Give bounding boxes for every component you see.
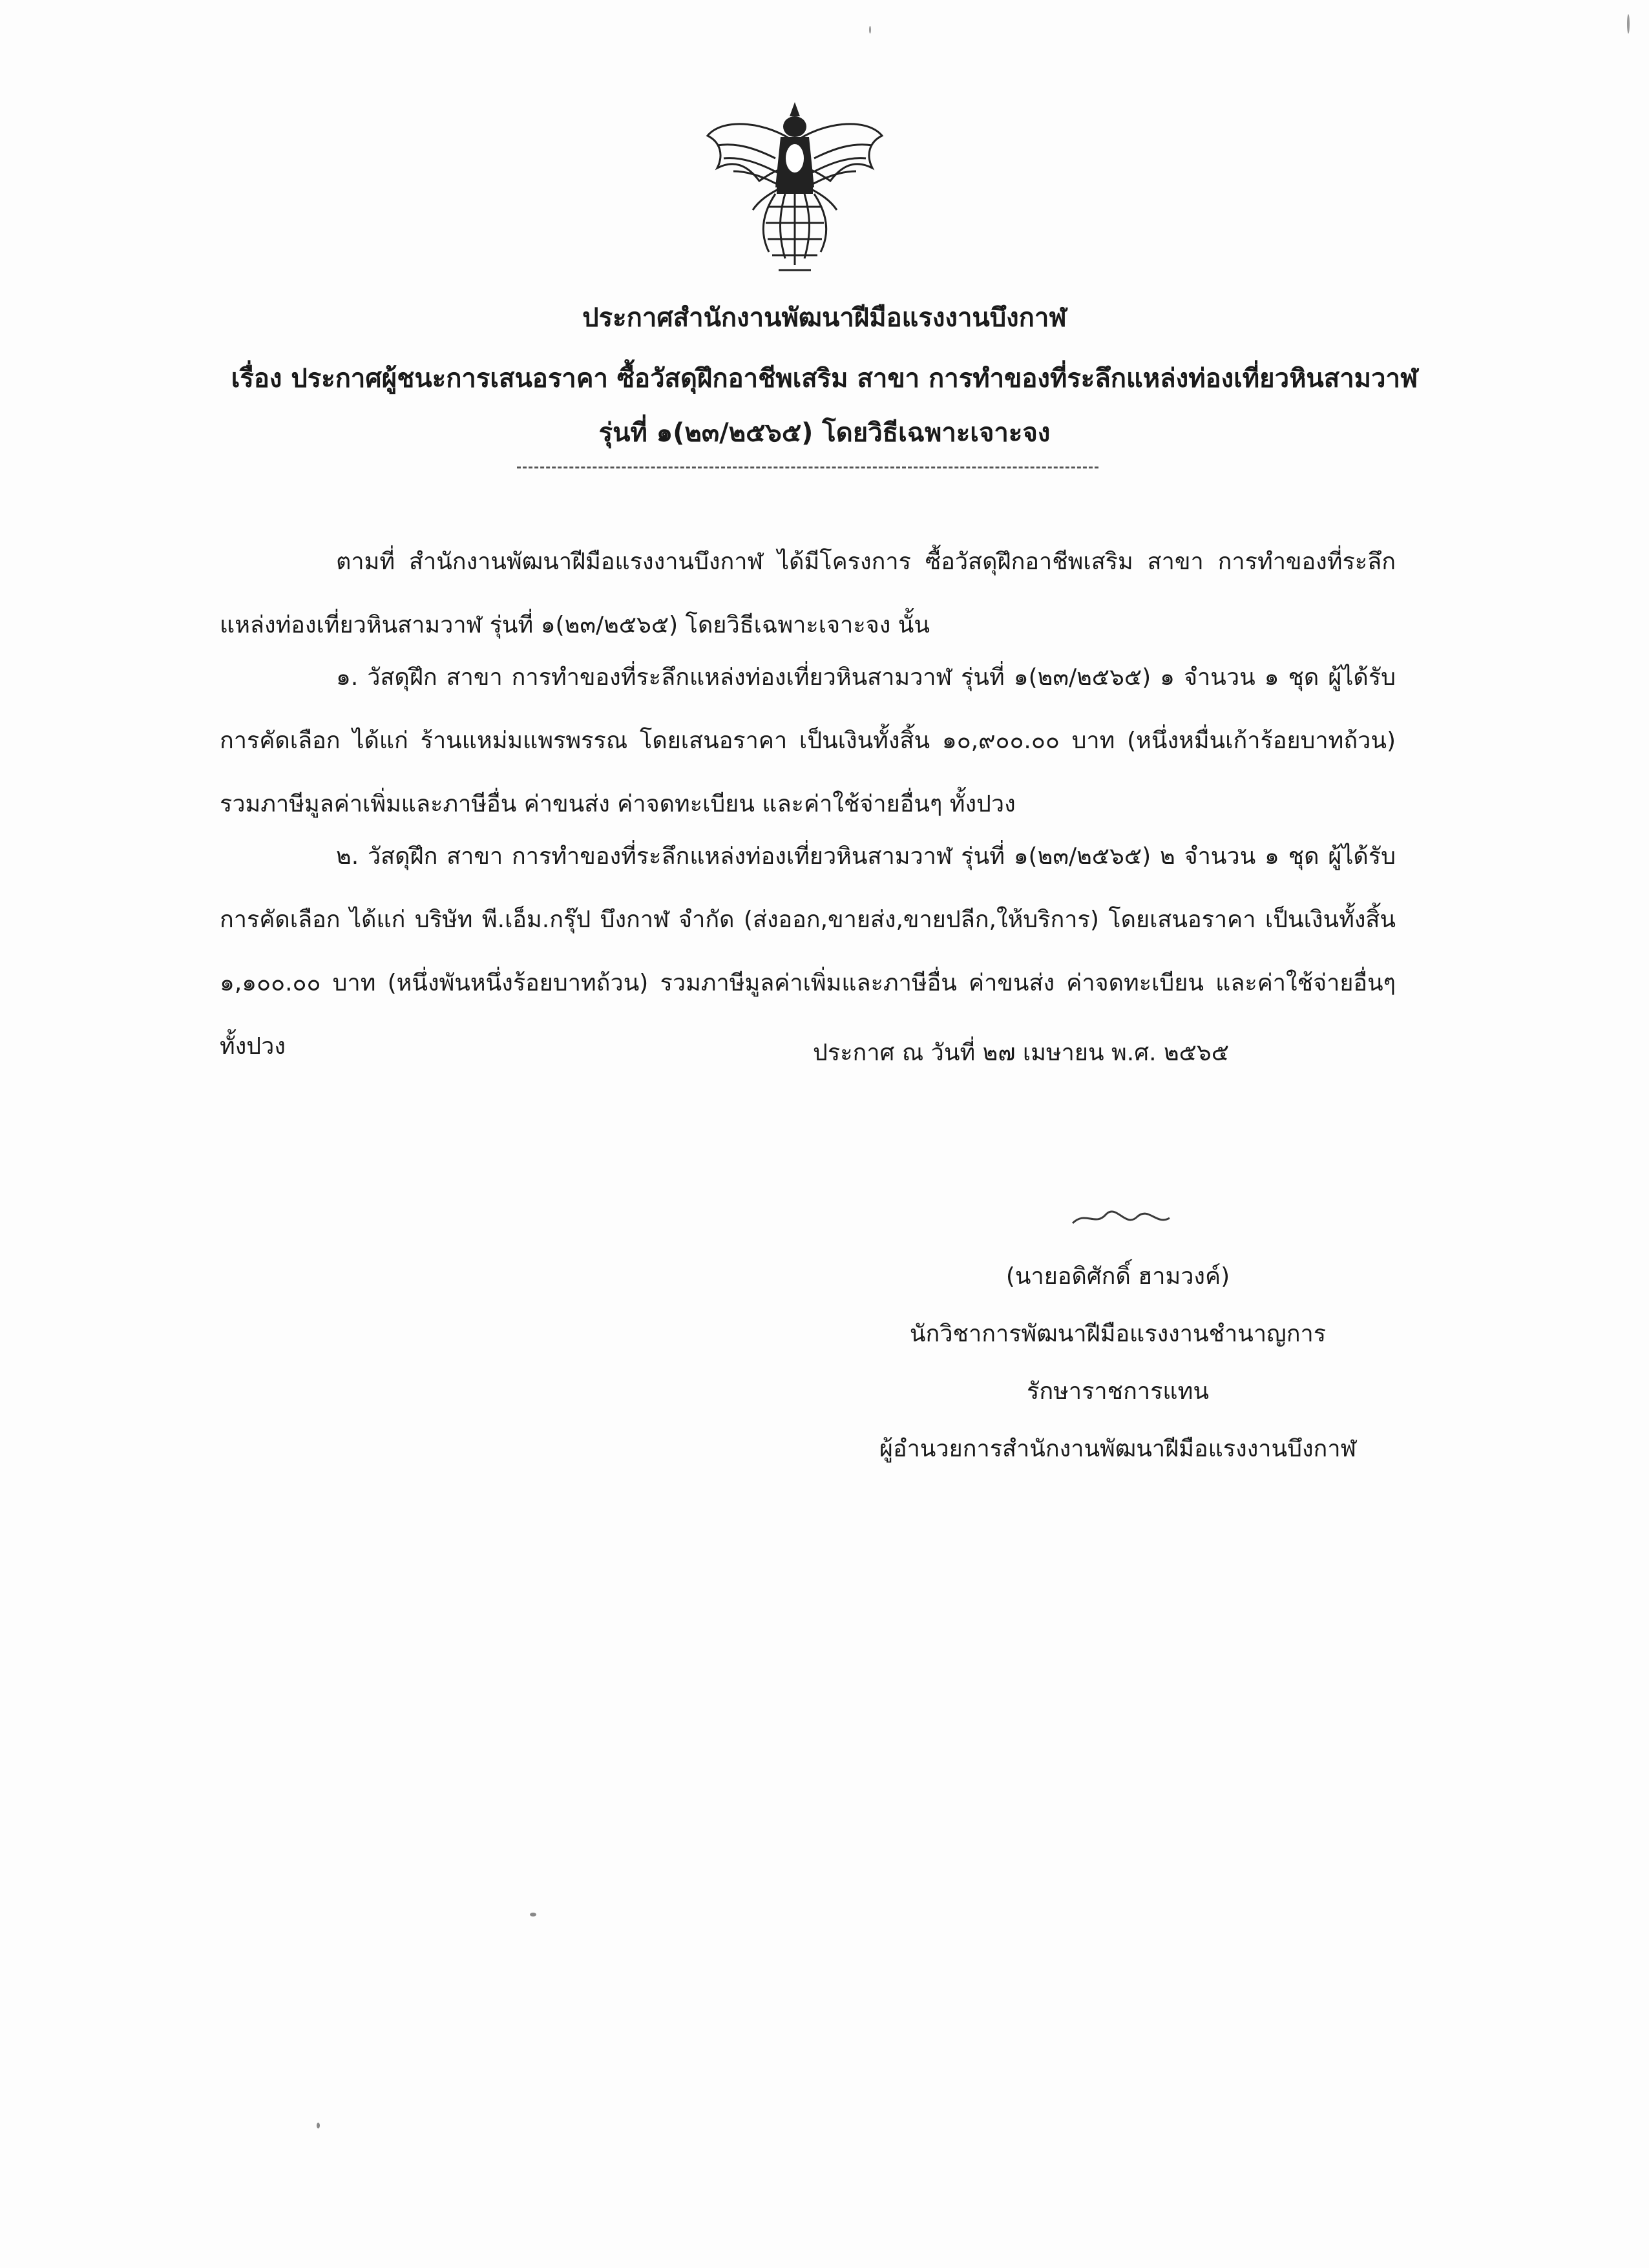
scan-speck xyxy=(869,26,871,34)
scan-speck xyxy=(1627,14,1630,34)
scan-speck xyxy=(530,1913,536,1916)
director-title: ผู้อำนวยการสำนักงานพัฒนาฝีมือแรงงานบึงกาฬ xyxy=(879,1436,1357,1462)
intro-paragraph: ตามที่ สำนักงานพัฒนาฝีมือแรงงานบึงกาฬ ได้มีโครงการ ซื้อวัสดุฝึกอาชีพเสริม สาขา การทำของที่ระลึกแหล่งท่องเที่ยวหินสามวาฬ รุ่นที่ ๑(๒๓/๒๕๖๕) โดยวิธีเฉพาะเจาะจง นั้น xyxy=(220,549,1396,638)
handwritten-signature xyxy=(808,1199,1428,1250)
document-batch: รุ่นที่ ๑(๒๓/๒๕๖๕) โดยวิธีเฉพาะเจาะจง xyxy=(598,418,1051,448)
document-subject: เรื่อง ประกาศผู้ชนะการเสนอราคา ซื้อวัสดุฝึกอาชีพเสริม สาขา การทำของที่ระลึกแหล่งท่องเที่ยวหินสามวาฬ xyxy=(231,364,1418,394)
item-2-paragraph: ๒. วัสดุฝึก สาขา การทำของที่ระลึกแหล่งท่องเที่ยวหินสามวาฬ รุ่นที่ ๑(๒๓/๒๕๖๕) ๒ จำนวน ๑ ชุด ผู้ได้รับการคัดเลือก ได้แก่ บริษัท พี.เอ็ม.กรุ๊ป บึงกาฬ จำกัด (ส่งออก,ขายส่ง,ขายปลีก,ให้บริการ) โดยเสนอราคา เป็นเงินทั้งสิ้น ๑,๑๐๐.๐๐ บาท (หนึ่งพันหนึ่งร้อยบาทถ้วน) รวมภาษีมูลค่าเพิ่มและภาษีอื่น ค่าขนส่ง ค่าจดทะเบียน และค่าใช้จ่ายอื่นๆ ทั้งปวง xyxy=(220,843,1396,1060)
announcement-date: ประกาศ ณ วันที่ ๒๗ เมษายน พ.ศ. ๒๕๖๕ xyxy=(813,1040,1230,1066)
header-divider xyxy=(517,467,1098,468)
signature-scribble xyxy=(808,1199,1428,1237)
scan-speck xyxy=(317,2123,320,2128)
garuda-emblem-icon xyxy=(698,97,892,284)
signer-position: นักวิชาการพัฒนาฝีมือแรงงานชำนาญการ xyxy=(909,1321,1327,1347)
document-agency-title: ประกาศสำนักงานพัฒนาฝีมือแรงงานบึงกาฬ xyxy=(582,303,1067,333)
signer-name: (นายอดิศักดิ์ ฮามวงค์) xyxy=(1005,1263,1230,1290)
item-1-paragraph: ๑. วัสดุฝึก สาขา การทำของที่ระลึกแหล่งท่องเที่ยวหินสามวาฬ รุ่นที่ ๑(๒๓/๒๕๖๕) ๑ จำนวน ๑ ชุด ผู้ได้รับการคัดเลือก ได้แก่ ร้านแหม่มแพรพรรณ โดยเสนอราคา เป็นเงินทั้งสิ้น ๑๐,๙๐๐.๐๐ บาท (หนึ่งหมื่นเก้าร้อยบาทถ้วน) รวมภาษีมูลค่าเพิ่มและภาษีอื่น ค่าขนส่ง ค่าจดทะเบียน และค่าใช้จ่ายอื่นๆ ทั้งปวง xyxy=(220,664,1396,817)
acting-note: รักษาราชการแทน xyxy=(1027,1378,1209,1405)
